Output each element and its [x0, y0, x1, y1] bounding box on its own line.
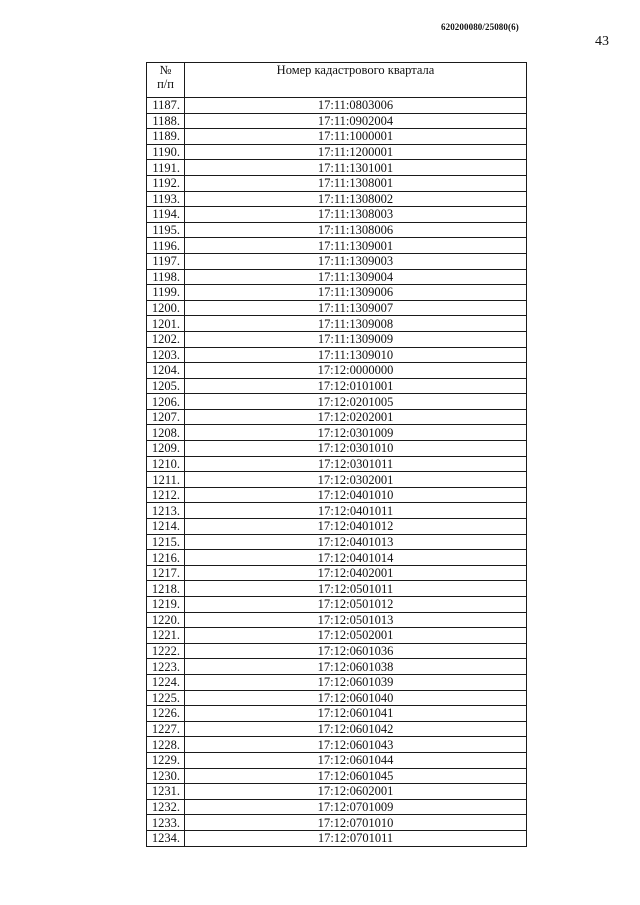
row-number: 1227. — [147, 721, 185, 737]
table-row — [147, 144, 527, 160]
table-row — [147, 253, 527, 269]
table-row — [147, 643, 527, 659]
table-row — [147, 706, 527, 722]
cadastral-quarter-number: 17:11:1308003 — [185, 207, 527, 223]
row-number: 1217. — [147, 565, 185, 581]
row-number: 1225. — [147, 690, 185, 706]
cadastral-quarter-number: 17:11:1309004 — [185, 269, 527, 285]
row-number: 1221. — [147, 628, 185, 644]
row-number: 1223. — [147, 659, 185, 675]
table-row — [147, 394, 527, 410]
row-number: 1189. — [147, 129, 185, 145]
cadastral-quarter-number: 17:11:1309010 — [185, 347, 527, 363]
table-row — [147, 285, 527, 301]
table-row — [147, 207, 527, 223]
table-row — [147, 238, 527, 254]
cadastral-quarter-number: 17:11:1308001 — [185, 175, 527, 191]
table-row — [147, 503, 527, 519]
row-number: 1192. — [147, 175, 185, 191]
table-row — [147, 409, 527, 425]
cadastral-quarter-number: 17:12:0601042 — [185, 721, 527, 737]
row-number: 1228. — [147, 737, 185, 753]
table-row — [147, 441, 527, 457]
col-header-number — [147, 63, 185, 98]
table-row — [147, 378, 527, 394]
row-number: 1198. — [147, 269, 185, 285]
row-number: 1191. — [147, 160, 185, 176]
row-number: 1211. — [147, 472, 185, 488]
row-number: 1234. — [147, 830, 185, 846]
cadastral-quarter-number: 17:12:0401014 — [185, 550, 527, 566]
table-row — [147, 160, 527, 176]
cadastral-quarter-number: 17:12:0601044 — [185, 752, 527, 768]
col-header-cadastral-number: Номер кадастрового квартала — [185, 63, 527, 98]
document-code: 620200080/25080(6) — [441, 22, 519, 32]
cadastral-quarter-number: 17:12:0301009 — [185, 425, 527, 441]
table-row — [147, 129, 527, 145]
row-number: 1213. — [147, 503, 185, 519]
cadastral-quarters-table — [146, 62, 527, 847]
table-row — [147, 597, 527, 613]
cadastral-quarter-number: 17:12:0402001 — [185, 565, 527, 581]
row-number: 1200. — [147, 300, 185, 316]
table-row — [147, 472, 527, 488]
row-number: 1190. — [147, 144, 185, 160]
table-row — [147, 768, 527, 784]
cadastral-quarter-number: 17:12:0401011 — [185, 503, 527, 519]
cadastral-quarter-number: 17:12:0201005 — [185, 394, 527, 410]
row-number: 1212. — [147, 487, 185, 503]
table-row — [147, 269, 527, 285]
row-number: 1210. — [147, 456, 185, 472]
cadastral-quarter-number: 17:12:0601038 — [185, 659, 527, 675]
cadastral-quarter-number: 17:11:0902004 — [185, 113, 527, 129]
row-number: 1197. — [147, 253, 185, 269]
cadastral-quarter-number: 17:11:1309009 — [185, 331, 527, 347]
table-row — [147, 815, 527, 831]
cadastral-quarter-number: 17:12:0601043 — [185, 737, 527, 753]
table-row — [147, 316, 527, 332]
table-row — [147, 784, 527, 800]
cadastral-quarter-number: 17:11:1309006 — [185, 285, 527, 301]
table-row — [147, 487, 527, 503]
col-header-number-abbr: п/п — [157, 77, 174, 91]
table-row — [147, 799, 527, 815]
row-number: 1208. — [147, 425, 185, 441]
table-row — [147, 550, 527, 566]
table-row — [147, 581, 527, 597]
row-number: 1195. — [147, 222, 185, 238]
row-number: 1201. — [147, 316, 185, 332]
cadastral-quarter-number: 17:11:1309008 — [185, 316, 527, 332]
cadastral-quarter-number: 17:12:0302001 — [185, 472, 527, 488]
table-row — [147, 565, 527, 581]
row-number: 1216. — [147, 550, 185, 566]
table-row — [147, 752, 527, 768]
table-row — [147, 721, 527, 737]
cadastral-quarter-number: 17:11:1309007 — [185, 300, 527, 316]
cadastral-quarter-number: 17:11:1301001 — [185, 160, 527, 176]
table-row — [147, 191, 527, 207]
cadastral-quarter-number: 17:12:0202001 — [185, 409, 527, 425]
row-number: 1194. — [147, 207, 185, 223]
row-number: 1220. — [147, 612, 185, 628]
row-number: 1207. — [147, 409, 185, 425]
cadastral-quarter-number: 17:12:0502001 — [185, 628, 527, 644]
cadastral-quarter-number: 17:11:1000001 — [185, 129, 527, 145]
cadastral-quarter-number: 17:12:0301011 — [185, 456, 527, 472]
table-row — [147, 175, 527, 191]
col-header-number-symbol: № — [159, 63, 172, 77]
row-number: 1231. — [147, 784, 185, 800]
cadastral-quarter-number: 17:12:0401010 — [185, 487, 527, 503]
row-number: 1204. — [147, 363, 185, 379]
table-row — [147, 222, 527, 238]
row-number: 1203. — [147, 347, 185, 363]
row-number: 1233. — [147, 815, 185, 831]
row-number: 1222. — [147, 643, 185, 659]
cadastral-quarter-number: 17:12:0601036 — [185, 643, 527, 659]
row-number: 1226. — [147, 706, 185, 722]
cadastral-quarter-number: 17:12:0501013 — [185, 612, 527, 628]
cadastral-quarter-number: 17:12:0101001 — [185, 378, 527, 394]
table-row — [147, 456, 527, 472]
table-row — [147, 331, 527, 347]
cadastral-quarter-number: 17:12:0401012 — [185, 519, 527, 535]
row-number: 1188. — [147, 113, 185, 129]
cadastral-quarter-number: 17:12:0301010 — [185, 441, 527, 457]
row-number: 1209. — [147, 441, 185, 457]
cadastral-quarter-number: 17:11:1309003 — [185, 253, 527, 269]
cadastral-quarter-number: 17:11:1309001 — [185, 238, 527, 254]
cadastral-quarter-number: 17:12:0000000 — [185, 363, 527, 379]
cadastral-quarter-number: 17:11:1308002 — [185, 191, 527, 207]
table-row — [147, 113, 527, 129]
row-number: 1202. — [147, 331, 185, 347]
table-row — [147, 519, 527, 535]
row-number: 1215. — [147, 534, 185, 550]
cadastral-quarter-number: 17:12:0501011 — [185, 581, 527, 597]
table-row — [147, 98, 527, 114]
cadastral-quarter-number: 17:12:0601039 — [185, 674, 527, 690]
page-number: 43 — [595, 34, 609, 49]
cadastral-quarter-number: 17:12:0602001 — [185, 784, 527, 800]
row-number: 1187. — [147, 98, 185, 114]
table-row — [147, 628, 527, 644]
row-number: 1196. — [147, 238, 185, 254]
cadastral-quarter-number: 17:12:0701010 — [185, 815, 527, 831]
cadastral-quarter-number: 17:12:0601041 — [185, 706, 527, 722]
table-row — [147, 830, 527, 846]
table-row — [147, 300, 527, 316]
row-number: 1199. — [147, 285, 185, 301]
cadastral-quarter-number: 17:12:0701009 — [185, 799, 527, 815]
table-header-row — [147, 63, 527, 98]
cadastral-quarter-number: 17:12:0701011 — [185, 830, 527, 846]
row-number: 1230. — [147, 768, 185, 784]
row-number: 1206. — [147, 394, 185, 410]
row-number: 1214. — [147, 519, 185, 535]
cadastral-quarter-number: 17:12:0601040 — [185, 690, 527, 706]
table-row — [147, 363, 527, 379]
cadastral-quarter-number: 17:12:0401013 — [185, 534, 527, 550]
table-row — [147, 612, 527, 628]
cadastral-quarter-number: 17:12:0601045 — [185, 768, 527, 784]
table-row — [147, 659, 527, 675]
cadastral-quarter-number: 17:11:1308006 — [185, 222, 527, 238]
table-row — [147, 674, 527, 690]
table-row — [147, 347, 527, 363]
table-row — [147, 737, 527, 753]
row-number: 1218. — [147, 581, 185, 597]
row-number: 1219. — [147, 597, 185, 613]
row-number: 1232. — [147, 799, 185, 815]
row-number: 1205. — [147, 378, 185, 394]
cadastral-quarter-number: 17:11:1200001 — [185, 144, 527, 160]
table-row — [147, 690, 527, 706]
row-number: 1229. — [147, 752, 185, 768]
table-body — [147, 98, 527, 847]
table-row — [147, 425, 527, 441]
table-row — [147, 534, 527, 550]
cadastral-quarter-number: 17:12:0501012 — [185, 597, 527, 613]
row-number: 1224. — [147, 674, 185, 690]
row-number: 1193. — [147, 191, 185, 207]
cadastral-quarter-number: 17:11:0803006 — [185, 98, 527, 114]
